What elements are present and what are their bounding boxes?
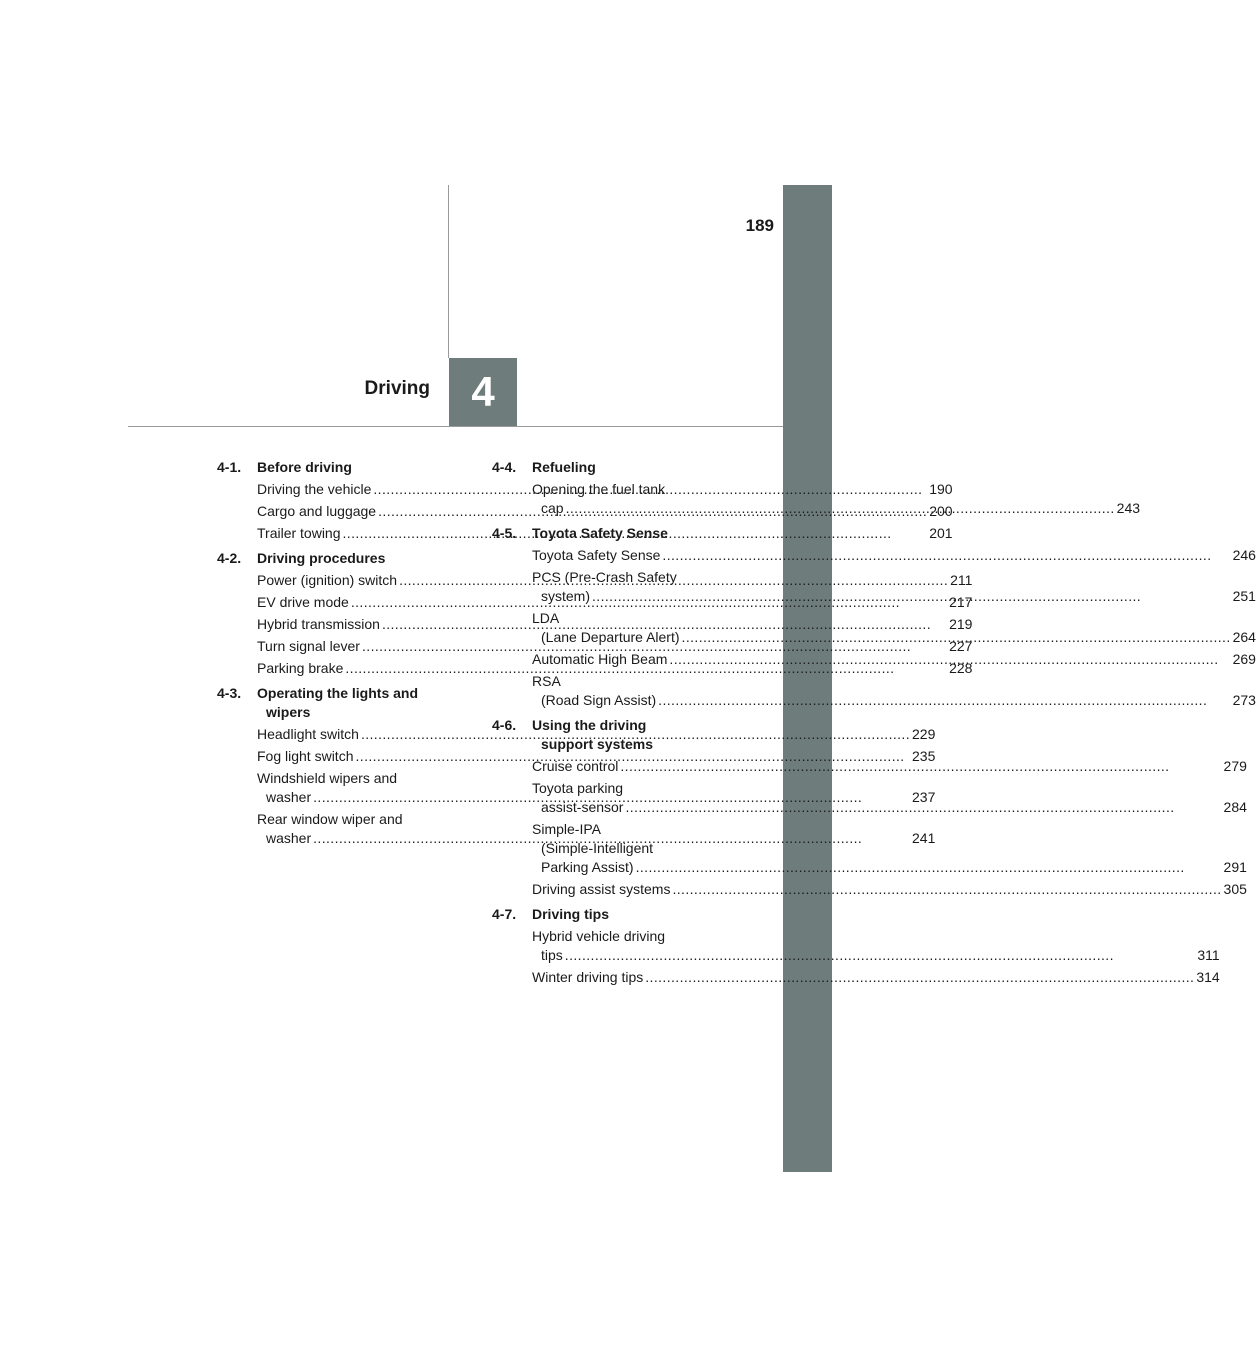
dot-leader [672, 880, 1221, 899]
toc-entry[interactable]: Driving the vehicle ..... 190 [257, 480, 953, 499]
section-title: Refueling [532, 459, 596, 475]
page-ref: 190 [929, 481, 953, 497]
toc-entry[interactable]: Toyota parking assist-sensor ..... 284 [532, 779, 1247, 817]
section-number: 4-5. [492, 525, 517, 541]
toc-entry[interactable]: Cruise control ..... 279 [532, 757, 1247, 776]
toc-entry[interactable]: Automatic High Beam ..... 269 [532, 650, 1256, 669]
section-number: 4-7. [492, 906, 517, 922]
dot-leader [566, 499, 1115, 518]
section-number: 4-2. [217, 550, 242, 566]
page-ref: 237 [912, 789, 936, 805]
page-ref: 311 [1197, 947, 1220, 963]
page-ref: 251 [1232, 588, 1256, 604]
toc-section-4-7 [492, 905, 1220, 990]
dot-leader [658, 691, 1230, 710]
section-number: 4-3. [217, 685, 242, 701]
section-title: Before driving [257, 459, 352, 475]
page-ref: 269 [1232, 651, 1256, 667]
toc-entry[interactable]: PCS (Pre-Crash Safety system) ..... 251 [532, 568, 1256, 606]
page-ref: 279 [1223, 758, 1247, 774]
dot-leader [620, 757, 1221, 776]
page-ref: 217 [949, 594, 973, 610]
page-ref: 228 [949, 660, 973, 676]
section-number: 4-4. [492, 459, 517, 475]
toc-entry[interactable]: EV drive mode ..... 217 [257, 593, 972, 612]
page-ref: 243 [1116, 500, 1141, 516]
page-ref: 264 [1232, 629, 1256, 645]
page-ref: 246 [1232, 547, 1256, 563]
toc-entry[interactable]: Trailer towing ..... 201 [257, 524, 953, 543]
page-ref: 241 [912, 830, 936, 846]
section-title: Driving tips [532, 906, 610, 922]
chapter-number: 4 [471, 368, 495, 415]
dot-leader [636, 858, 1222, 877]
page-ref: 305 [1223, 881, 1247, 897]
horizontal-divider [128, 426, 783, 427]
dot-leader [669, 650, 1230, 669]
toc-entry[interactable]: Parking brake ..... 228 [257, 659, 972, 678]
toc-entry[interactable]: RSA (Road Sign Assist) ..... 273 [532, 672, 1256, 710]
toc-entry[interactable]: Simple-IPA (Simple-Intelligent Parking Assist) ..... 291 [532, 820, 1247, 877]
toc-entry[interactable]: Driving assist systems ..... 305 [532, 880, 1247, 899]
page-ref: 201 [929, 525, 953, 541]
page-ref: 314 [1196, 969, 1220, 985]
page-ref: 229 [912, 726, 936, 742]
toc-entry[interactable]: LDA (Lane Departure Alert) ..... 264 [532, 609, 1256, 647]
toc-entry[interactable]: Opening the fuel tank cap ..... 243 [532, 480, 1140, 518]
page-ref: 284 [1223, 799, 1247, 815]
dot-leader [565, 946, 1196, 965]
toc-entry[interactable]: Fog light switch ..... 235 [257, 747, 935, 766]
page-number: 189 [745, 216, 774, 235]
toc-entry[interactable]: Cargo and luggage ..... 200 [257, 502, 953, 521]
chapter-number-box [449, 358, 517, 426]
dot-leader [645, 968, 1194, 987]
dot-leader [592, 587, 1231, 606]
toc-entry[interactable]: Turn signal lever ..... 227 [257, 637, 972, 656]
dot-leader [662, 546, 1230, 565]
section-number: 4-6. [492, 717, 517, 733]
toc-entry[interactable]: Windshield wipers and washer ..... 237 [257, 769, 935, 807]
toc-entry[interactable]: Rear window wiper and washer ..... 241 [257, 810, 935, 848]
page-ref: 219 [949, 616, 973, 632]
page-ref: 235 [912, 748, 936, 764]
page-ref: 273 [1232, 692, 1256, 708]
dot-leader [625, 798, 1221, 817]
chapter-title: Driving [364, 378, 430, 399]
page-ref: 227 [949, 638, 973, 654]
toc-entry[interactable]: Winter driving tips ..... 314 [532, 968, 1220, 987]
toc-entry[interactable]: Hybrid vehicle driving tips ..... 311 [532, 927, 1220, 965]
page-ref: 200 [929, 503, 953, 519]
toc-entry[interactable]: Toyota Safety Sense ..... 246 [532, 546, 1256, 565]
section-number: 4-1. [217, 459, 242, 475]
dot-leader [682, 628, 1231, 647]
toc-entry[interactable]: Headlight switch ..... 229 [257, 725, 935, 744]
toc-entry[interactable]: Power (ignition) switch ..... 211 [257, 571, 972, 590]
section-title: Operating the lights and wipers [257, 685, 419, 720]
section-title: Driving procedures [257, 550, 386, 566]
toc-entry[interactable]: Hybrid transmission ..... 219 [257, 615, 972, 634]
section-title: Using the driving support systems [532, 717, 654, 752]
page-ref: 211 [950, 572, 973, 588]
section-title: Toyota Safety Sense [532, 525, 668, 541]
page-ref: 291 [1223, 859, 1247, 875]
vertical-divider [448, 185, 449, 358]
